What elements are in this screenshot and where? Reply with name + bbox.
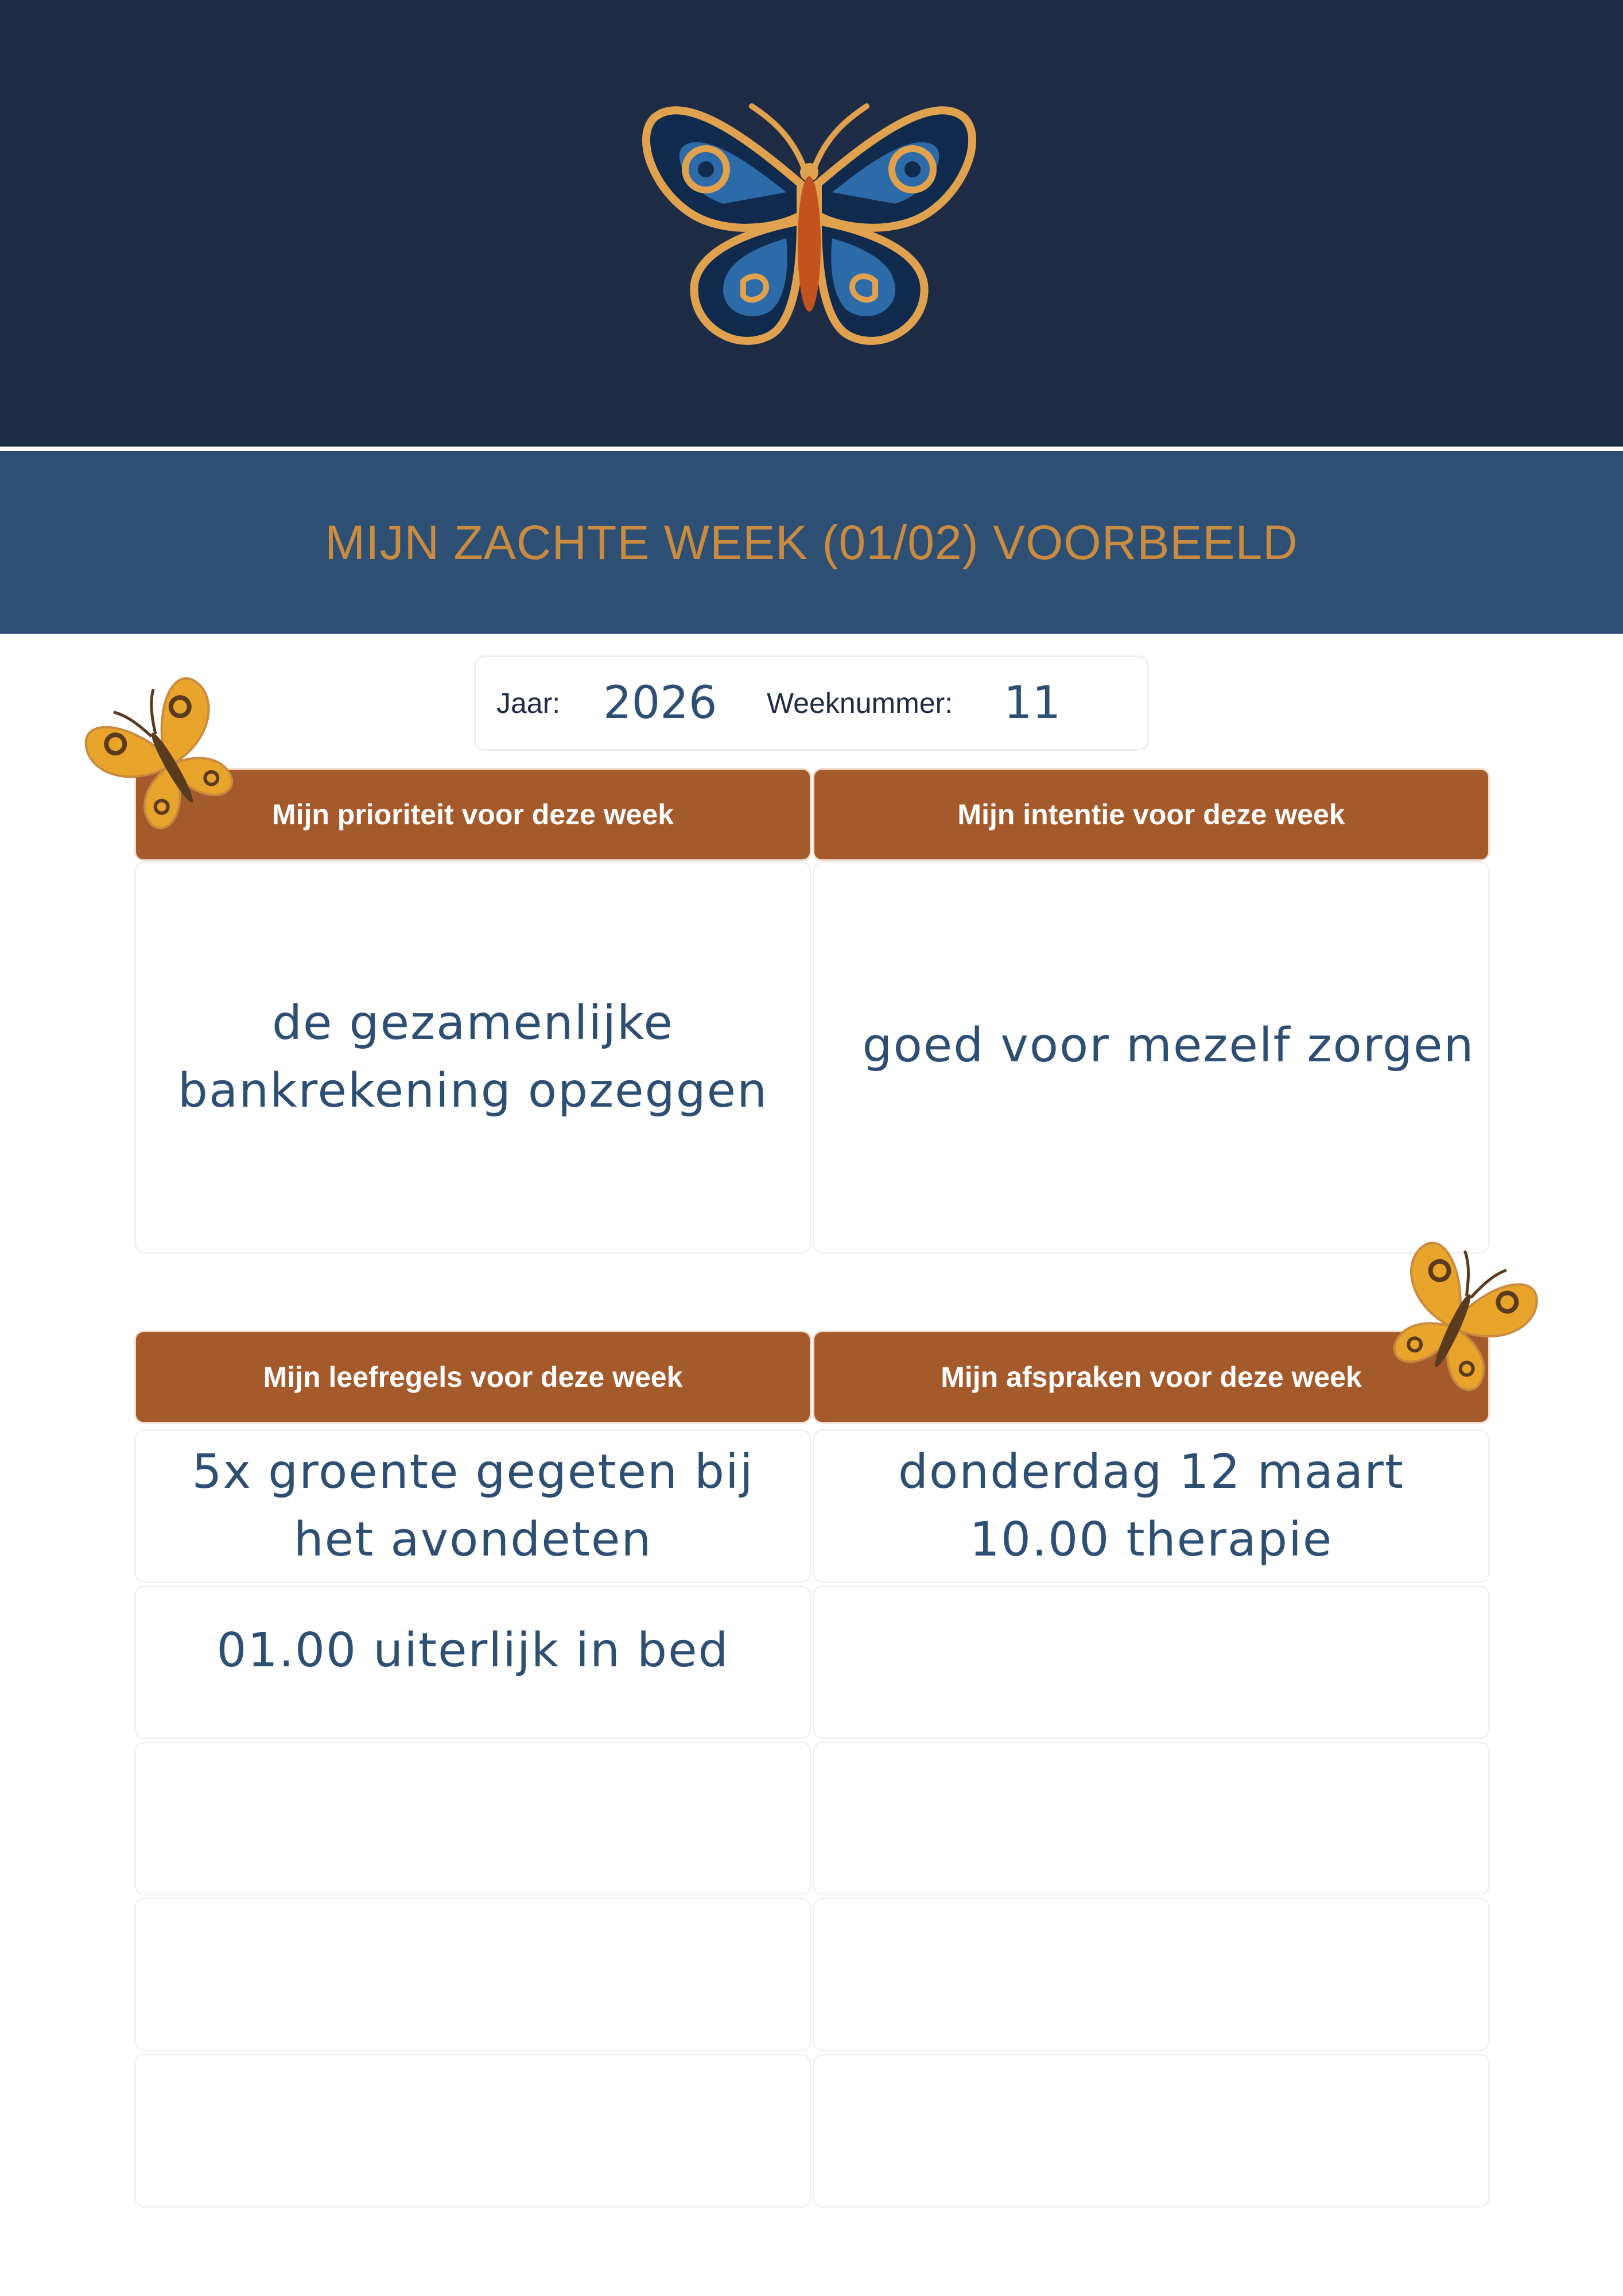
intention-header-label: Mijn intentie voor deze week xyxy=(957,798,1345,831)
life-rules-header-label: Mijn leefregels voor deze week xyxy=(263,1361,683,1393)
life-rule-text: 01.00 uiterlijk in bed xyxy=(216,1623,729,1678)
title-band xyxy=(0,451,1623,634)
life-rule-text: 5x groente gegeten bij het avondeten xyxy=(192,1445,754,1567)
week-label: Weeknummer: xyxy=(767,687,953,719)
intention-header xyxy=(813,768,1490,861)
life-rule-row[interactable] xyxy=(134,2054,812,2208)
appointment-row[interactable] xyxy=(813,1898,1490,2051)
appointment-row[interactable] xyxy=(813,1742,1490,1895)
week-value[interactable]: 11 xyxy=(1004,677,1061,729)
life-rule-row[interactable] xyxy=(134,1742,812,1895)
priority-header-label: Mijn prioriteit voor deze week xyxy=(271,798,674,831)
appointment-text: donderdag 12 maart 10.00 therapie xyxy=(898,1445,1405,1567)
butterfly-icon xyxy=(637,83,981,359)
appointment-row[interactable] xyxy=(813,2054,1490,2208)
butterfly-icon xyxy=(80,672,253,844)
year-label: Jaar: xyxy=(496,687,561,719)
appointment-row[interactable] xyxy=(813,1585,1490,1739)
life-rule-row[interactable] xyxy=(134,1898,812,2051)
life-rule-row[interactable] xyxy=(134,1429,812,1583)
butterfly-icon xyxy=(1372,1234,1544,1406)
page-title: MIJN ZACHTE WEEK (01/02) VOORBEELD xyxy=(325,515,1298,569)
intention-text: goed voor mezelf zorgen xyxy=(862,1018,1475,1073)
year-value[interactable]: 2026 xyxy=(603,677,717,729)
appointments-header-label: Mijn afspraken voor deze week xyxy=(941,1361,1362,1393)
year-week-box xyxy=(474,656,1149,751)
appointment-row[interactable] xyxy=(813,1429,1490,1583)
intention-card[interactable] xyxy=(813,861,1490,1254)
life-rule-row[interactable] xyxy=(134,1585,812,1739)
header-divider xyxy=(0,447,1623,451)
life-rules-header xyxy=(134,1331,812,1424)
priority-text: de gezamenlijke bankrekening opzeggen xyxy=(177,996,768,1118)
priority-card[interactable] xyxy=(134,861,812,1254)
